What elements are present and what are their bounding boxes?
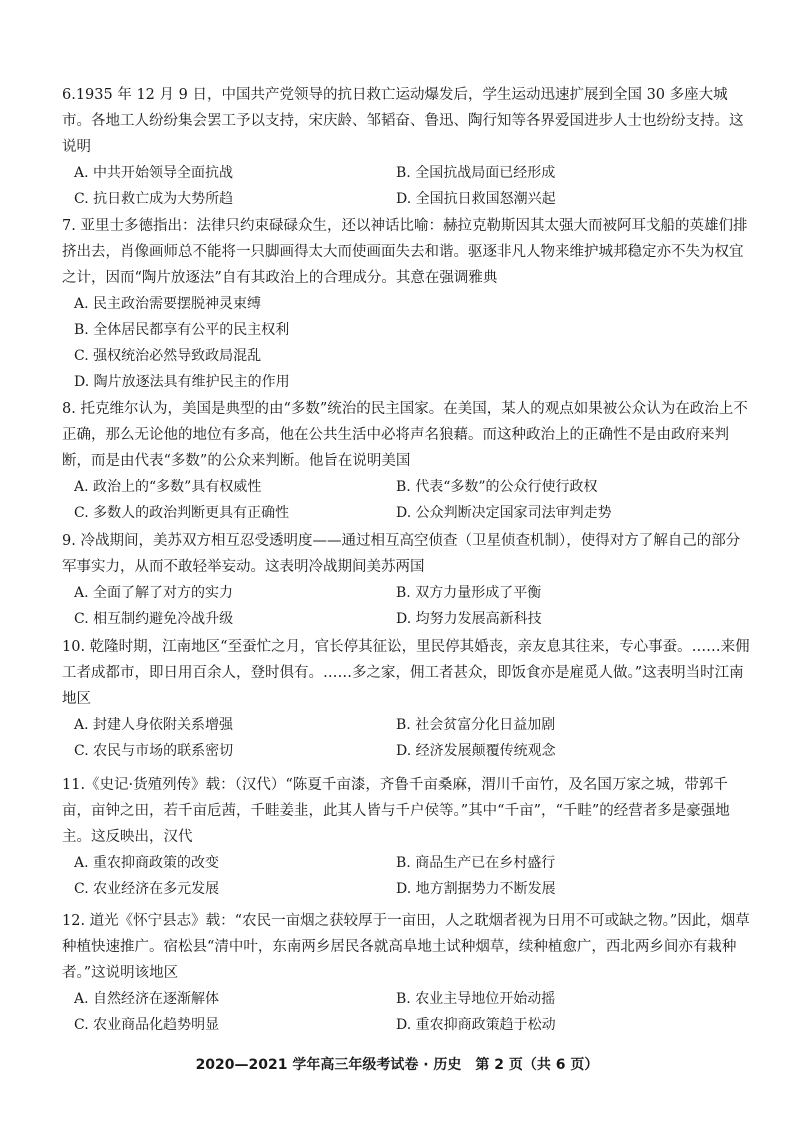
option-b: B. 全国抗战局面已经形成 [396, 165, 556, 181]
options-row [62, 1012, 752, 1038]
option-a: A. 重农抑商政策的改变 [74, 855, 220, 871]
option-c: C. 农业商品化趋势明显 [74, 1017, 220, 1033]
options-row [62, 500, 752, 526]
option-b: B. 商品生产已在乡村盛行 [396, 855, 556, 871]
option-c: C. 强权统治必然导致政局混乱 [74, 348, 262, 364]
question-stem: 6.1935 年 12 月 9 日，中国共产党领导的抗日救亡运动爆发后，学生运动迅速扩展到全国 30 多座大城市。各地工人纷纷集会罢工予以支持，宋庆龄、邹韬奋、鲁迅、陶行知等各界爱国进步人士也纷纷支持。这说明 [62, 87, 744, 155]
options-row [62, 712, 752, 738]
question-stem: 12. 道光《怀宁县志》载：“农民一亩烟之获较厚于一亩田，人之耽烟者视为日用不可或缺之物。”因此，烟草种植快速推广。宿松县“清中叶，东南两乡居民各就高阜地土试种烟草，续种植愈广，西北两乡间亦有栽种者。”这说明该地区 [62, 913, 750, 981]
option-c: C. 农业经济在多元发展 [74, 881, 220, 897]
option-d: D. 经济发展颠覆传统观念 [396, 743, 556, 759]
option-a: A. 中共开始领导全面抗战 [74, 165, 234, 181]
options-row [62, 850, 752, 876]
options-row [62, 876, 752, 902]
option-d: D. 均努力发展高新科技 [396, 611, 542, 627]
options-row [62, 160, 752, 186]
question-10 [62, 634, 752, 764]
option-d: D. 公众判断决定国家司法审判走势 [396, 505, 612, 521]
question-6 [62, 82, 752, 212]
option-b: B. 社会贫富分化日益加剧 [396, 717, 556, 733]
option-b: B. 农业主导地位开始动摇 [396, 991, 556, 1007]
option-c: C. 抗日救亡成为大势所趋 [74, 191, 234, 207]
option-a: A. 政治上的“多数”具有权威性 [74, 479, 262, 495]
option-a: A. 自然经济在逐渐解体 [74, 991, 220, 1007]
question-8 [62, 396, 752, 526]
option-b: B. 全体居民都享有公平的民主权利 [74, 322, 290, 338]
options-row [62, 606, 752, 632]
question-7 [62, 213, 752, 395]
question-stem: 7. 亚里士多德指出：法律只约束碌碌众生，还以神话比喻：赫拉克勒斯因其太强大而被阿耳戈船的英雄们排挤出去，肖像画师总不能将一只脚画得太大而使画面失去和谐。驱逐非凡人物来维护城邦稳定亦不失为权宜之计，因而“陶片放逐法”自有其政治上的合理成分。其意在强调雅典 [62, 218, 748, 286]
question-stem: 10. 乾隆时期，江南地区“至蚕忙之月，官长停其征讼，里民停其婚丧，亲友息其往来，专心事蚕。……来佣工者成都市，即日用百余人，登时俱有。……多之家，佣工者甚众，即饭食亦是雇觅人做。”这表明当时江南地区 [62, 639, 750, 707]
option-b: B. 双方力量形成了平衡 [396, 585, 542, 601]
option-c: C. 多数人的政治判断更具有正确性 [74, 505, 290, 521]
question-stem: 9. 冷战期间，美苏双方相互忍受透明度——通过相互高空侦查（卫星侦查机制），使得对方了解自己的部分军事实力，从而不敢轻举妄动。这表明冷战期间美苏两国 [62, 533, 741, 575]
option-a: A. 封建人身依附关系增强 [74, 717, 234, 733]
options-row [62, 580, 752, 606]
options-row [62, 186, 752, 212]
options-row [62, 738, 752, 764]
option-a: A. 全面了解了对方的实力 [74, 585, 234, 601]
option-c: C. 相互制约避免冷战升级 [74, 611, 234, 627]
options-row [62, 986, 752, 1012]
option-d: D. 重农抑商政策趋于松动 [396, 1017, 556, 1033]
question-12 [62, 908, 752, 1038]
question-stem: 11.《史记·货殖列传》载：（汉代）“陈夏千亩漆，齐鲁千亩桑麻，渭川千亩竹，及名国万家之城，带郭千亩，亩钟之田，若千亩卮茜，千畦姜韭，此其人皆与千户侯等。”其中“千亩”，“千畦”的经营者多是豪强地主。这反映出，汉代 [62, 777, 730, 845]
question-stem: 8. 托克维尔认为，美国是典型的由“多数”统治的民主国家。在美国，某人的观点如果被公众认为在政治上不正确，那么无论他的地位有多高，他在公共生活中必将声名狼藉。而这种政治上的正确性不是由政府来判断，而是由代表“多数”的公众来判断。他旨在说明美国 [62, 401, 748, 469]
option-a: A. 民主政治需要摆脱神灵束缚 [74, 296, 262, 312]
question-11 [62, 772, 752, 902]
option-c: C. 农民与市场的联系密切 [74, 743, 234, 759]
question-9 [62, 528, 752, 632]
option-b: B. 代表“多数”的公众行使行政权 [396, 479, 598, 495]
option-d: D. 全国抗日救国怒潮兴起 [396, 191, 556, 207]
option-d: D. 地方割据势力不断发展 [396, 881, 556, 897]
page-footer: 2020—2021 学年高三年级考试卷 · 历史 第 2 页（共 6 页） [195, 1057, 599, 1073]
option-d: D. 陶片放逐法具有维护民主的作用 [74, 374, 290, 390]
options-row [62, 474, 752, 500]
